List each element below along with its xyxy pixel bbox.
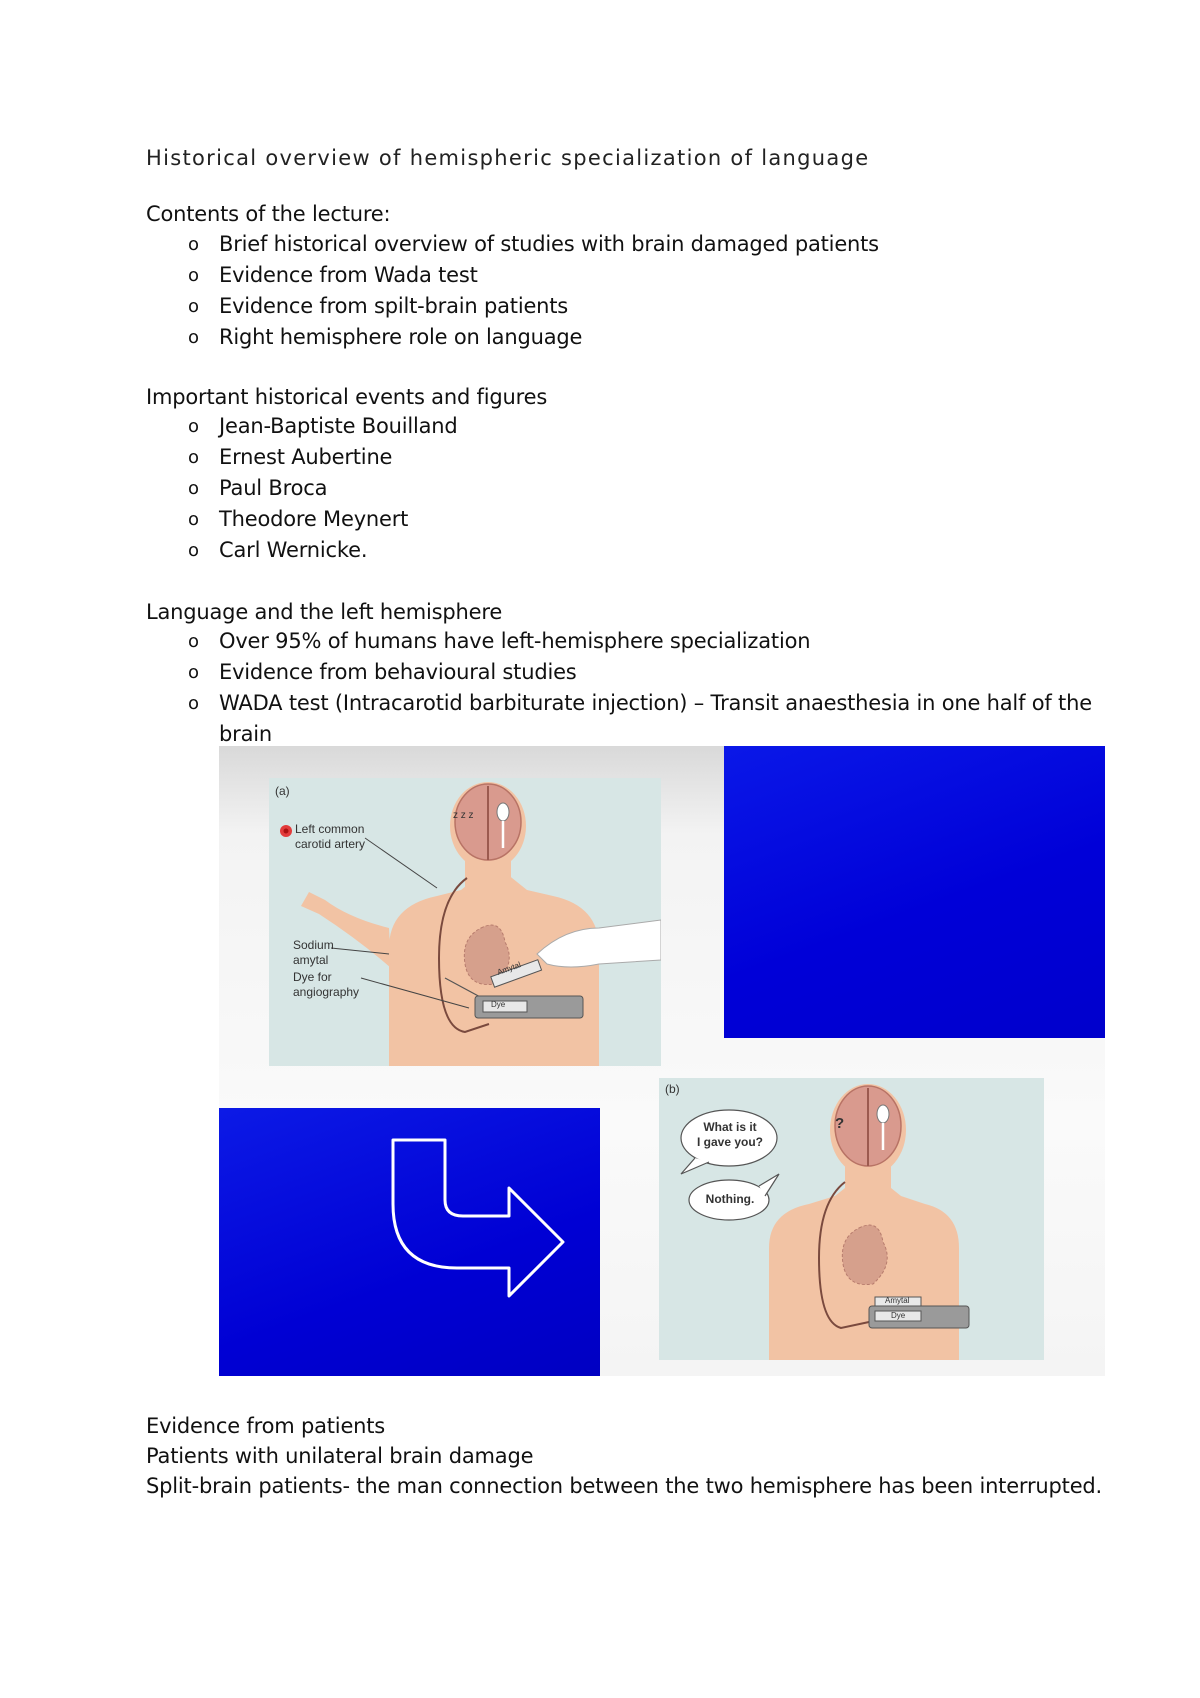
syringe-dye-label: Dye: [491, 1000, 506, 1009]
bullet: o: [188, 540, 199, 561]
list-item: [188, 232, 879, 256]
bullet: o: [188, 296, 199, 317]
syringe-dye-label-b: Dye: [891, 1311, 906, 1320]
syringe-amytal-label-b: Amytal: [885, 1296, 910, 1305]
svg-text:z z z: z z z: [453, 810, 474, 821]
evidence-line-2: Patients with unilateral brain damage: [146, 1444, 534, 1468]
dye-label: [293, 970, 359, 1000]
artery-label-line2: carotid artery: [295, 837, 366, 851]
list-item-text: Evidence from spilt-brain patients: [219, 294, 569, 318]
bullet: o: [188, 693, 199, 714]
bullet: o: [188, 509, 199, 530]
arrow-icon: [219, 1108, 600, 1376]
list-item: [188, 629, 810, 653]
list-item-text: Carl Wernicke.: [219, 538, 368, 562]
question-mark: ?: [835, 1115, 845, 1132]
syringe-amytal-label: Amytal: [496, 960, 523, 977]
wada-figure: [219, 746, 1105, 1376]
bullet: o: [188, 265, 199, 286]
list-item-text: Paul Broca: [219, 476, 328, 500]
bullet: o: [188, 416, 199, 437]
dye-label-line1: Dye for: [293, 970, 332, 984]
list-item: [188, 691, 1092, 715]
bubble1-line2: I gave you?: [696, 1135, 764, 1149]
list-item: [188, 325, 582, 349]
list-item-text: Evidence from Wada test: [219, 263, 478, 287]
list-item: [188, 414, 458, 438]
list-item: [188, 263, 478, 287]
list-item-text: Right hemisphere role on language: [219, 325, 583, 349]
artery-label-line1: Left common: [295, 822, 365, 836]
bullet: o: [188, 234, 199, 255]
list-item: [188, 476, 327, 500]
list-item: [188, 538, 367, 562]
panel-a: [269, 778, 661, 1066]
events-heading: Important historical events and figures: [146, 385, 548, 409]
sodium-label: [293, 938, 334, 968]
sodium-label-line1: Sodium: [293, 938, 334, 952]
list-item-text: Ernest Aubertine: [219, 445, 393, 469]
list-item: [188, 507, 408, 531]
list-item-text: Theodore Meynert: [219, 507, 409, 531]
blue-block-bottom: [219, 1108, 600, 1376]
bullet: o: [188, 631, 199, 652]
artery-label: [295, 822, 365, 852]
bullet: o: [188, 478, 199, 499]
dye-label-line2: angiography: [293, 985, 360, 999]
blue-block-top: [724, 746, 1105, 1038]
list-item-text: Evidence from behavioural studies: [219, 660, 577, 684]
panel-b-label: (b): [665, 1082, 680, 1096]
list-item: [188, 660, 577, 684]
speech-bubble-answer: Nothing.: [705, 1192, 755, 1206]
sodium-label-line2: amytal: [293, 953, 329, 967]
bullet: o: [188, 662, 199, 683]
list-item-text: WADA test (Intracarotid barbiturate injection) – Transit anaesthesia in one half of the: [219, 691, 1092, 715]
bullet: o: [188, 447, 199, 468]
contents-heading: Contents of the lecture:: [146, 202, 391, 226]
list-item-text: Jean-Baptiste Bouilland: [219, 414, 458, 438]
bubble1-line1: What is it: [703, 1120, 757, 1134]
panel-b: [659, 1078, 1044, 1360]
list-item: [188, 445, 392, 469]
list-item: [188, 294, 568, 318]
speech-bubble-question: [695, 1120, 765, 1150]
evidence-line-1: Evidence from patients: [146, 1414, 386, 1438]
list-item-text: Over 95% of humans have left-hemisphere specialization: [219, 629, 811, 653]
page-title: Historical overview of hemispheric specialization of language: [146, 146, 870, 170]
bullet: o: [188, 327, 199, 348]
evidence-line-3: Split-brain patients- the man connection between the two hemisphere has been interrupted.: [146, 1474, 1103, 1498]
list-item-text: Brief historical overview of studies with brain damaged patients: [219, 232, 879, 256]
panel-a-label: (a): [275, 784, 290, 798]
language-heading: Language and the left hemisphere: [146, 600, 503, 624]
list-item-continuation: brain: [219, 722, 272, 746]
